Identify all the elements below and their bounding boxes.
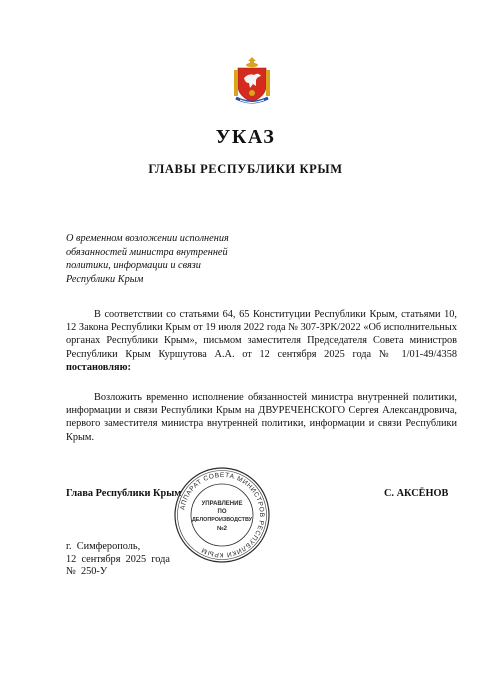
- seal-line: №2: [216, 526, 228, 532]
- seal-ring-text: АППАРАТ СОВЕТА МИНИСТРОВ РЕСПУБЛИКИ КРЫМ: [179, 471, 266, 559]
- subject-line: О временном возложении исполнения: [66, 233, 229, 244]
- decree-verb: постановляю:: [66, 361, 131, 373]
- paragraph-basis-text: В соответствии со статьями 64, 65 Конституции Республики Крым, статьями 10, 12 Закона Республики Крым от 19 июля 2022 года № 307-ЗРК/2022 «Об исполнительных органах Республики Крым», письмом заместителя Председателя Совета министров Республики Крым Куршутова А.А. от 12 сентября 2025 года № 1/01-49/4358: [66, 309, 457, 360]
- issue-date: 12 сентября 2025 года: [66, 553, 170, 565]
- signer-name: С. АКСЁНОВ: [384, 488, 449, 499]
- seal-line: ПО: [217, 509, 227, 515]
- document-subheading: ГЛАВЫ РЕСПУБЛИКИ КРЫМ: [148, 162, 343, 176]
- document-subject: [66, 232, 281, 286]
- round-seal-icon: [172, 465, 272, 565]
- issue-place: г. Симферополь,: [66, 541, 141, 552]
- subject-line: Республики Крым: [66, 273, 144, 285]
- svg-text:АППАРАТ СОВЕТА МИНИСТРОВ РЕСПУ: [179, 472, 265, 558]
- seal-line: ДЕЛОПРОИЗВОДСТВУ: [191, 517, 253, 523]
- subject-line: обязанностей министра внутренней: [66, 246, 228, 258]
- signer-title: Глава Республики Крым: [66, 488, 182, 499]
- subject-line: политики, информации и связи: [66, 260, 201, 272]
- paragraph-order: Возложить временно исполнение обязанностей министра внутренней политики, информации и связи Республики Крым на ДВУРЕЧЕНСКОГО Сергея Александровича, первого заместителя министра внутренней политики, информации и связи Республики Крым.: [66, 392, 457, 443]
- document-number: № 250-У: [66, 566, 108, 578]
- paragraph-basis: [66, 308, 457, 374]
- crimea-coat-of-arms-icon: [232, 56, 272, 108]
- seal-line: УПРАВЛЕНИЕ: [201, 501, 243, 507]
- document-footer: [66, 541, 170, 579]
- document-heading: УКАЗ: [215, 126, 276, 148]
